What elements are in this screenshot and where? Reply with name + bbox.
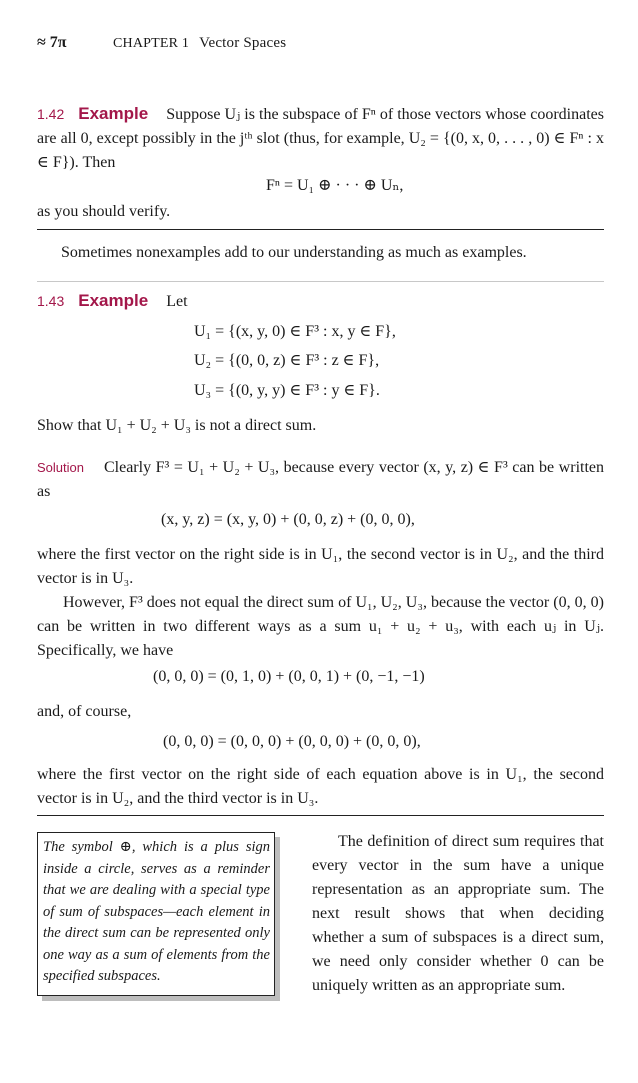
solution-text: Clearly F³ = U₁ + U₂ + U₃, because every vector (x, y, z) ∈ F³ can be written as: [37, 459, 604, 500]
section-divider: [37, 229, 604, 230]
section-divider: [37, 815, 604, 816]
solution-paragraph-5: where the first vector on the right side of each equation above is in U₁, the second vector is in U₂, and the third vector is in U₃.: [37, 766, 604, 807]
solution-paragraph-3: However, F³ does not equal the direct sum of U₁, U₂, U₃, because the vector (0, 0, 0) can be written in two different ways as a sum u₁ + u₂ + u₃, with each uⱼ in Uⱼ. Specifically, we have: [37, 594, 604, 659]
solution-paragraph-1: [37, 456, 604, 504]
example-label: Example: [78, 104, 149, 123]
example-task: Show that U₁ + U₂ + U₃ is not a direct sum.: [37, 417, 317, 434]
chapter-label: CHAPTER 1: [113, 36, 190, 51]
subspace-u1-definition: U₁ = {(x, y, 0) ∈ F³ : x, y ∈ F},: [194, 323, 396, 340]
decomposition-equation: (x, y, z) = (x, y, 0) + (0, 0, z) + (0, 0, 0),: [161, 511, 415, 528]
solution-paragraph-4: and, of course,: [37, 703, 132, 720]
margin-note: The symbol ⊕, which is a plus sign inside a circle, serves as a reminder that we are dealing with a special type of sum of subspaces—each element in the direct sum can be represented only one way as a sum of elements from the specified subspaces.: [37, 832, 275, 996]
subspace-u2-definition: U₂ = {(0, 0, z) ∈ F³ : z ∈ F},: [194, 352, 380, 369]
example-closing: as you should verify.: [37, 203, 171, 220]
direct-sum-equation: Fⁿ = U₁ ⊕ · · · ⊕ Uₙ,: [266, 177, 404, 194]
example-number: 1.42: [37, 106, 65, 122]
page-header: [37, 34, 287, 52]
subspace-u3-definition: U₃ = {(0, y, y) ∈ F³ : y ∈ F}.: [194, 382, 380, 399]
solution-paragraph-2: where the first vector on the right side is in U₁, the second vector is in U₂, and the third vector is in U₃.: [37, 546, 604, 587]
example-number: 1.43: [37, 293, 65, 309]
chapter-name: Vector Spaces: [199, 35, 287, 51]
example-label: Example: [78, 291, 149, 310]
example-1-43: [37, 289, 604, 314]
page-number: ≈ 7π: [37, 34, 67, 51]
example-lead: Let: [166, 293, 188, 310]
example-intro: Suppose Uⱼ is the subspace of Fⁿ of those vectors whose coordinates are all 0, except possibly in the jᵗʰ slot (thus, for example, U₂ = {(0, x, 0, . . . , 0) ∈ Fⁿ : x ∈ F}). Then: [37, 106, 604, 171]
example-1-42: [37, 102, 604, 175]
closing-paragraph: The definition of direct sum requires that every vector in the sum have a unique representation as an appropriate sum. The next result shows that when deciding whether a sum of subspaces is a direct sum, we need only consider whether 0 can be uniquely written as an appropriate sum.: [312, 833, 604, 994]
nonexamples-note: Sometimes nonexamples add to our understanding as much as examples.: [61, 244, 527, 261]
running-head: [113, 35, 286, 52]
nonunique-equation: (0, 0, 0) = (0, 1, 0) + (0, 0, 1) + (0, −1, −1): [153, 668, 425, 685]
trivial-equation: (0, 0, 0) = (0, 0, 0) + (0, 0, 0) + (0, 0, 0),: [163, 733, 421, 750]
light-divider: [37, 281, 604, 282]
solution-label: Solution: [37, 460, 84, 475]
